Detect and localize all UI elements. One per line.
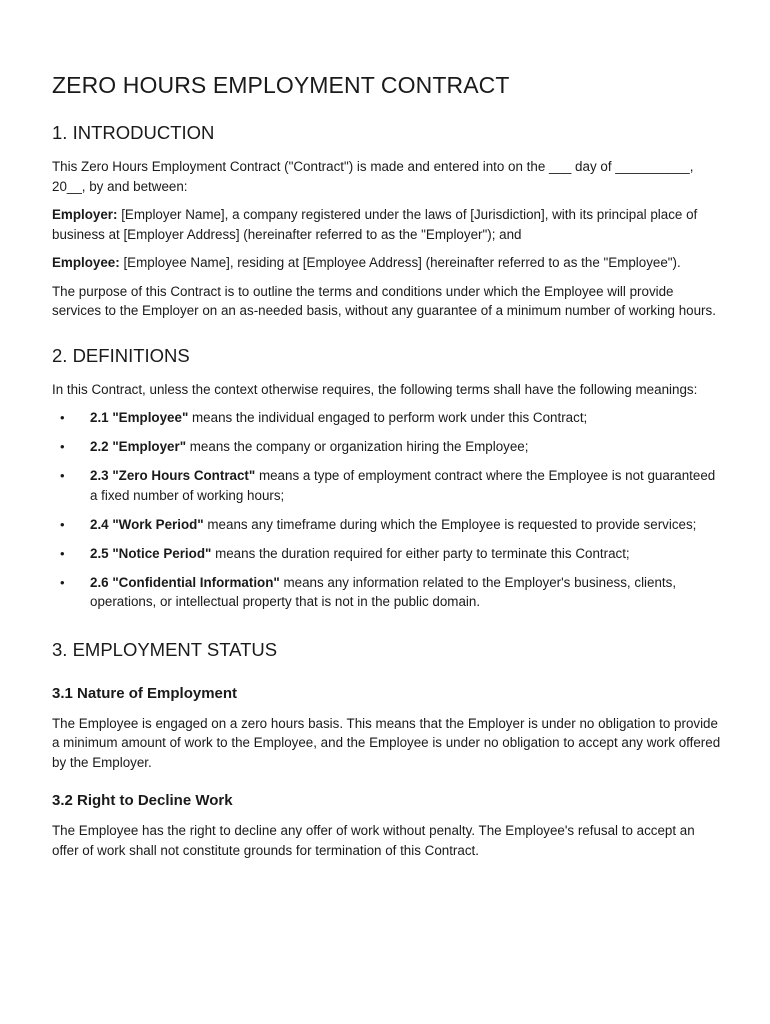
definition-item bbox=[52, 408, 722, 428]
definition-text: means the individual engaged to perform work under this Contract; bbox=[188, 410, 588, 425]
employer-label: Employer: bbox=[52, 207, 118, 222]
subsection-spacer bbox=[52, 781, 722, 791]
document-title: ZERO HOURS EMPLOYMENT CONTRACT bbox=[52, 72, 510, 98]
employee-label: Employee: bbox=[52, 255, 120, 270]
definition-text: means any information related to the Employer's business, clients, operations, or intellectual property that is not in the public domain. bbox=[90, 574, 677, 609]
definition-item bbox=[52, 515, 722, 535]
employer-text: [Employer Name], a company registered under the laws of [Jurisdiction], with its principal place of business at [Employer Address] (hereinafter referred to as the "Employer"); and bbox=[52, 207, 698, 242]
intro-paragraph: This Zero Hours Employment Contract ("Contract") is made and entered into on the ___ day of __________, 20__, by and between: bbox=[52, 159, 694, 194]
definitions-intro: In this Contract, unless the context otherwise requires, the following terms shall have the following meanings: bbox=[52, 381, 698, 397]
decline-paragraph: The Employee has the right to decline any offer of work without penalty. The Employee's refusal to accept an offer of work shall not constitute grounds for termination of this Contract. bbox=[52, 823, 695, 858]
definitions-list bbox=[52, 408, 722, 612]
bullet-icon: • bbox=[60, 516, 65, 532]
employee-paragraph bbox=[52, 253, 722, 273]
definition-term: 2.3 "Zero Hours Contract" bbox=[90, 468, 256, 483]
contract-document bbox=[52, 70, 722, 869]
definition-text: means the duration required for either party to terminate this Contract; bbox=[211, 545, 630, 561]
bullet-icon: • bbox=[60, 574, 65, 590]
definition-term: 2.2 "Employer" bbox=[90, 439, 187, 454]
bullet-icon: • bbox=[60, 545, 65, 561]
nature-paragraph: The Employee is engaged on a zero hours basis. This means that the Employer is under no obligation to provide a minimum amount of work to the Employee, and the Employee is under no obligation to accept any work offered by the Employer. bbox=[52, 715, 721, 770]
definition-item bbox=[52, 466, 722, 505]
definition-item bbox=[52, 544, 722, 564]
section-heading-introduction: 1. INTRODUCTION bbox=[52, 122, 215, 143]
definition-text: means the company or organization hiring the Employee; bbox=[186, 439, 529, 454]
subsection-spacer bbox=[52, 674, 722, 684]
definition-item bbox=[52, 437, 722, 457]
definition-term: 2.4 "Work Period" bbox=[90, 516, 204, 532]
definition-text: means a type of employment contract where the Employee is not guaranteed a fixed number of working hours; bbox=[90, 468, 716, 503]
employer-paragraph bbox=[52, 205, 722, 244]
subsection-heading-decline: 3.2 Right to Decline Work bbox=[52, 792, 233, 809]
bullet-icon: • bbox=[60, 468, 65, 483]
purpose-paragraph: The purpose of this Contract is to outline the terms and conditions under which the Employee will provide services to the Employer on an as-needed basis, without any guarantee of a minimum number of working hours. bbox=[52, 283, 716, 318]
definition-item bbox=[52, 573, 722, 612]
section-spacer bbox=[52, 624, 722, 638]
section-heading-employment-status: 3. EMPLOYMENT STATUS bbox=[52, 638, 278, 660]
definition-term: 2.6 "Confidential Information" bbox=[90, 574, 280, 590]
subsection-heading-nature: 3.1 Nature of Employment bbox=[52, 684, 238, 702]
employee-text: [Employee Name], residing at [Employee Address] (hereinafter referred to as the "Employee"). bbox=[119, 255, 681, 270]
section-spacer bbox=[52, 330, 722, 344]
bullet-icon: • bbox=[60, 439, 65, 454]
bullet-icon: • bbox=[60, 410, 65, 425]
definition-text: means any timeframe during which the Employee is requested to provide services; bbox=[203, 516, 697, 532]
definition-term: 2.5 "Notice Period" bbox=[90, 545, 212, 561]
definition-term: 2.1 "Employee" bbox=[90, 410, 189, 425]
section-heading-definitions: 2. DEFINITIONS bbox=[52, 344, 190, 366]
